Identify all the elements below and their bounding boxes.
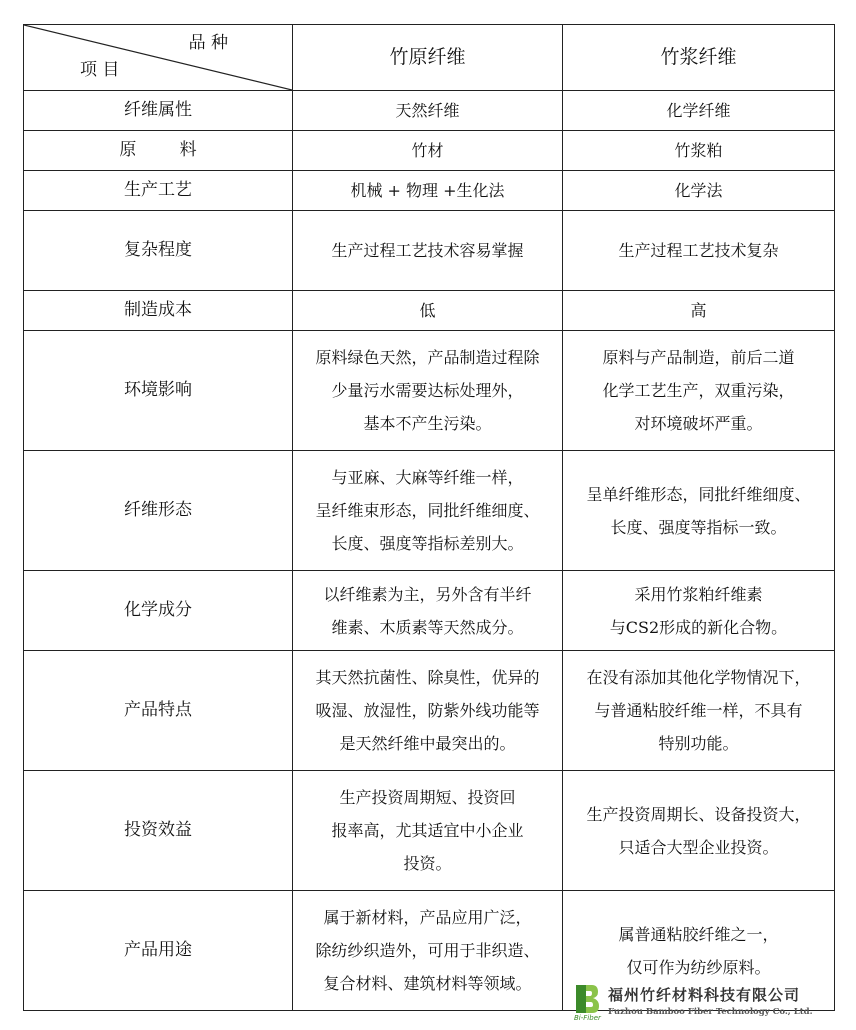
cell-line: 复合材料、建筑材料等领域。 [323,974,532,993]
cell-line: 与普通粘胶纤维一样，不具有 [594,701,803,720]
table-row [24,771,835,891]
bamboo-pulp-cell [563,291,835,331]
row-label: 原 料 [24,131,293,171]
table-row [24,131,835,171]
col-header-bamboo-pulp: 竹浆纤维 [563,25,835,91]
cell-line: 长度、强度等指标一致。 [610,517,787,537]
cell-line: 基本不产生污染。 [363,414,492,433]
cell-line: 化学工艺生产，双重污染， [602,381,795,400]
corner-cell [24,25,293,91]
cell-line: 生产过程工艺技术复杂 [618,241,779,260]
cell-line: 与亚麻、大麻等纤维一样， [331,468,524,487]
cell-line: 投资。 [403,854,452,873]
cell-line: 竹材 [411,141,444,160]
cell-line: 低 [419,301,436,320]
row-label: 产品用途 [24,891,293,1011]
row-label: 纤维属性 [24,91,293,131]
cell-line: 对环境破坏严重。 [634,414,763,433]
logo-sub-text: Bi-Fiber [574,1014,601,1022]
bamboo-original-cell [293,91,563,131]
cell-line: 原料与产品制造，前后二道 [602,348,795,367]
row-label: 生产工艺 [24,171,293,211]
bamboo-original-cell [293,451,563,571]
cell-line: 化学纤维 [666,101,731,120]
cell-line: 高 [690,301,707,320]
table-row [24,331,835,451]
cell-line: 生产投资周期短、投资回 [339,788,516,807]
bamboo-pulp-cell [563,331,835,451]
bamboo-pulp-cell [563,571,835,651]
cell-line: 与CS2形成的新化合物。 [609,617,788,637]
cell-line: 呈单纤维形态，同批纤维细度、 [586,484,811,504]
cell-line: 竹浆粕 [674,141,723,160]
bamboo-pulp-cell [563,771,835,891]
table-row [24,91,835,131]
bamboo-original-cell [293,651,563,771]
cell-line: 少量污水需要达标处理外， [331,381,524,400]
cell-line: 特别功能。 [658,734,739,753]
corner-top-label: 品 种 [188,33,228,53]
table-row [24,291,835,331]
diagonal-line [24,25,292,90]
comparison-table [23,24,835,1011]
bamboo-original-cell [293,331,563,451]
bamboo-original-cell [293,571,563,651]
table-row [24,211,835,291]
row-label: 投资效益 [24,771,293,891]
cell-line: 只适合大型企业投资。 [618,837,779,857]
logo-company-name-cn: 福州竹纤材料科技有限公司 [608,986,801,1004]
bamboo-pulp-cell [563,131,835,171]
cell-line: 其天然抗菌性、除臭性，优异的 [315,668,540,687]
cell-line: 在没有添加其他化学物情况下， [586,668,811,687]
bamboo-pulp-cell [563,91,835,131]
header-row [24,25,835,91]
cell-line: 生产投资周期长、设备投资大， [586,804,811,824]
cell-line: 原料绿色天然，产品制造过程除 [315,348,540,367]
cell-line: 生产过程工艺技术容易掌握 [331,241,524,260]
row-label: 纤维形态 [24,451,293,571]
cell-line: 属于新材料，产品应用广泛， [323,908,532,927]
table-row [24,571,835,651]
table-row [24,651,835,771]
cell-line: 呈纤维束形态，同批纤维细度、 [315,501,540,520]
cell-line: 机械 + 物理 +生化法 [350,181,505,200]
bamboo-original-cell [293,211,563,291]
company-logo [574,983,824,1027]
cell-line: 采用竹浆粕纤维素 [634,584,763,604]
bamboo-original-cell [293,171,563,211]
cell-line: 维素、木质素等天然成分。 [331,617,524,637]
cell-line: 仅可作为纺纱原料。 [626,957,771,977]
bamboo-original-cell [293,771,563,891]
cell-line: 天然纤维 [395,101,460,120]
cell-line: 除纺纱织造外，可用于非织造、 [315,941,540,960]
bamboo-pulp-cell [563,651,835,771]
cell-line: 吸湿、放湿性，防紫外线功能等 [315,701,540,720]
bamboo-original-cell [293,291,563,331]
logo-mark-icon [574,983,600,1015]
cell-line: 长度、强度等指标差别大。 [331,534,524,553]
col-header-bamboo-original: 竹原纤维 [293,25,563,91]
bamboo-pulp-cell [563,171,835,211]
row-label: 产品特点 [24,651,293,771]
cell-line: 化学法 [674,181,723,200]
logo-company-name-en: Fuzhou Bamboo Fiber Technology Co., Ltd. [608,1007,813,1017]
cell-line: 属普通粘胶纤维之一， [618,924,779,944]
cell-line: 以纤维素为主，另外含有半纤 [323,584,532,604]
bamboo-pulp-cell [563,211,835,291]
bamboo-original-cell [293,891,563,1011]
cell-line: 报率高，尤其适宜中小企业 [331,821,524,840]
row-label: 化学成分 [24,571,293,651]
row-label: 复杂程度 [24,211,293,291]
bamboo-original-cell [293,131,563,171]
table-row [24,171,835,211]
table-row [24,451,835,571]
row-label: 环境影响 [24,331,293,451]
corner-bottom-label: 项 目 [80,60,120,80]
bamboo-pulp-cell [563,451,835,571]
row-label: 制造成本 [24,291,293,331]
cell-line: 是天然纤维中最突出的。 [339,734,516,753]
